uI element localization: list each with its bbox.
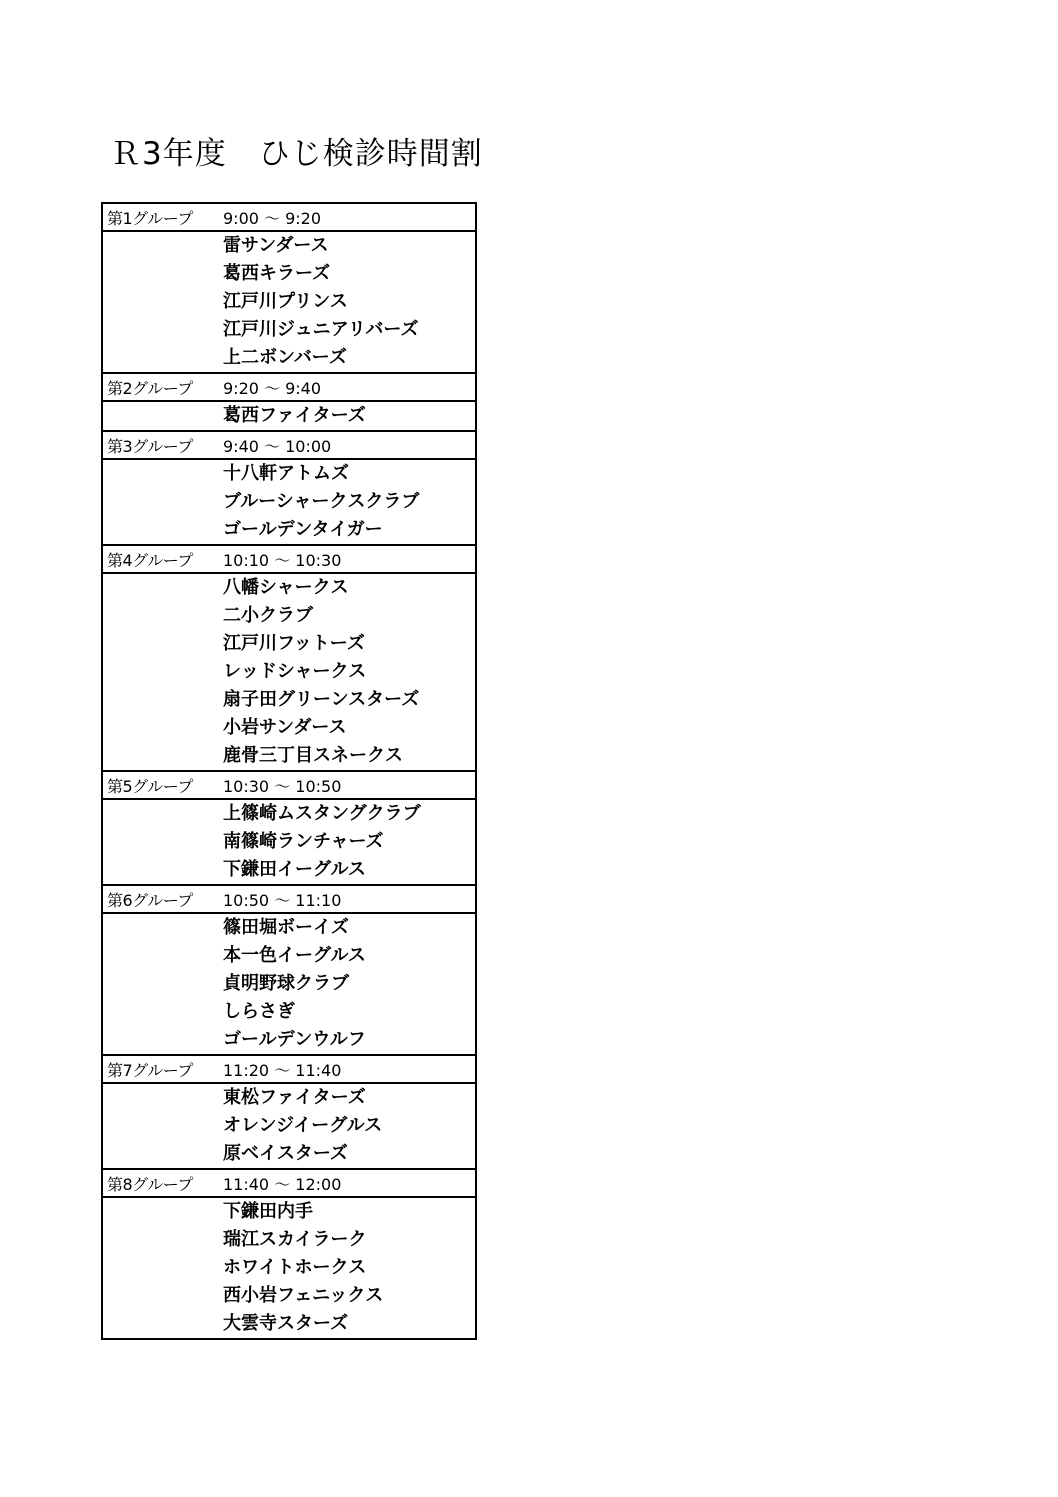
team-name: しらさぎ bbox=[223, 1001, 295, 1022]
team-name: 下鎌田イーグルス bbox=[223, 859, 366, 880]
team-name: 江戸川フットーズ bbox=[223, 633, 365, 654]
group-7 bbox=[103, 1054, 475, 1168]
group-8 bbox=[103, 1168, 475, 1338]
group-header bbox=[103, 374, 475, 402]
team-name: レッドシャークス bbox=[223, 661, 367, 682]
team-name: 扇子田グリーンスターズ bbox=[223, 689, 420, 710]
group-time: 11:40 ～ 12:00 bbox=[223, 1174, 342, 1194]
team-name: 雷サンダース bbox=[223, 235, 329, 256]
group-name: 第3グループ bbox=[107, 436, 193, 456]
group-1 bbox=[103, 204, 475, 372]
group-3 bbox=[103, 430, 475, 544]
team-name: 西小岩フェニックス bbox=[223, 1285, 384, 1306]
group-time: 10:10 ～ 10:30 bbox=[223, 550, 342, 570]
group-time: 9:20 ～ 9:40 bbox=[223, 378, 322, 398]
team-name: 上二ボンバーズ bbox=[223, 347, 347, 368]
team-name: 江戸川プリンス bbox=[223, 291, 348, 312]
group-header bbox=[103, 432, 475, 460]
group-header bbox=[103, 204, 475, 232]
team-name: 八幡シャークス bbox=[223, 577, 349, 598]
group-time: 11:20 ～ 11:40 bbox=[223, 1060, 342, 1080]
group-name: 第4グループ bbox=[107, 550, 193, 570]
team-name: 上篠崎ムスタングクラブ bbox=[223, 803, 421, 824]
group-header bbox=[103, 1056, 475, 1084]
team-name: ゴールデンウルフ bbox=[223, 1029, 366, 1050]
group-time: 9:40 ～ 10:00 bbox=[223, 436, 332, 456]
team-name: 東松ファイターズ bbox=[223, 1087, 366, 1108]
group-time: 10:30 ～ 10:50 bbox=[223, 776, 342, 796]
group-header bbox=[103, 546, 475, 574]
team-name: 葛西キラーズ bbox=[223, 263, 331, 284]
team-name: 原ベイスターズ bbox=[223, 1143, 348, 1164]
team-name: 篠田堀ボーイズ bbox=[223, 917, 349, 938]
team-name: 下鎌田内手 bbox=[223, 1201, 313, 1222]
schedule-table bbox=[101, 202, 477, 1340]
team-name: 江戸川ジュニアリバーズ bbox=[223, 319, 419, 340]
group-header bbox=[103, 1170, 475, 1198]
group-4 bbox=[103, 544, 475, 770]
group-header bbox=[103, 886, 475, 914]
team-name: 小岩サンダース bbox=[223, 717, 347, 738]
group-name: 第7グループ bbox=[107, 1060, 193, 1080]
group-header bbox=[103, 772, 475, 800]
group-2 bbox=[103, 372, 475, 430]
team-name: 大雲寺スターズ bbox=[223, 1313, 349, 1334]
team-name: ブルーシャークスクラブ bbox=[223, 491, 420, 512]
group-name: 第6グループ bbox=[107, 890, 193, 910]
group-6 bbox=[103, 884, 475, 1054]
group-name: 第1グループ bbox=[107, 208, 193, 228]
team-name: 十八軒アトムズ bbox=[223, 463, 349, 484]
team-name: オレンジイーグルス bbox=[223, 1115, 383, 1136]
group-time: 10:50 ～ 11:10 bbox=[223, 890, 342, 910]
team-name: 葛西ファイターズ bbox=[223, 405, 366, 426]
group-name: 第5グループ bbox=[107, 776, 193, 796]
group-time: 9:00 ～ 9:20 bbox=[223, 208, 322, 228]
team-name: 本一色イーグルス bbox=[223, 945, 366, 966]
team-name: ゴールデンタイガー bbox=[223, 519, 383, 540]
team-name: 鹿骨三丁目スネークス bbox=[223, 745, 403, 766]
team-name: ホワイトホークス bbox=[223, 1257, 367, 1278]
team-name: 二小クラブ bbox=[223, 605, 313, 626]
team-name: 貞明野球クラブ bbox=[223, 973, 349, 994]
team-name: 瑞江スカイラーク bbox=[223, 1229, 367, 1250]
team-name: 南篠崎ランチャーズ bbox=[223, 831, 384, 852]
group-name: 第8グループ bbox=[107, 1174, 193, 1194]
page-title: Ｒ3年度 ひじ検診時間割 bbox=[110, 136, 483, 172]
group-name: 第2グループ bbox=[107, 378, 193, 398]
group-5 bbox=[103, 770, 475, 884]
